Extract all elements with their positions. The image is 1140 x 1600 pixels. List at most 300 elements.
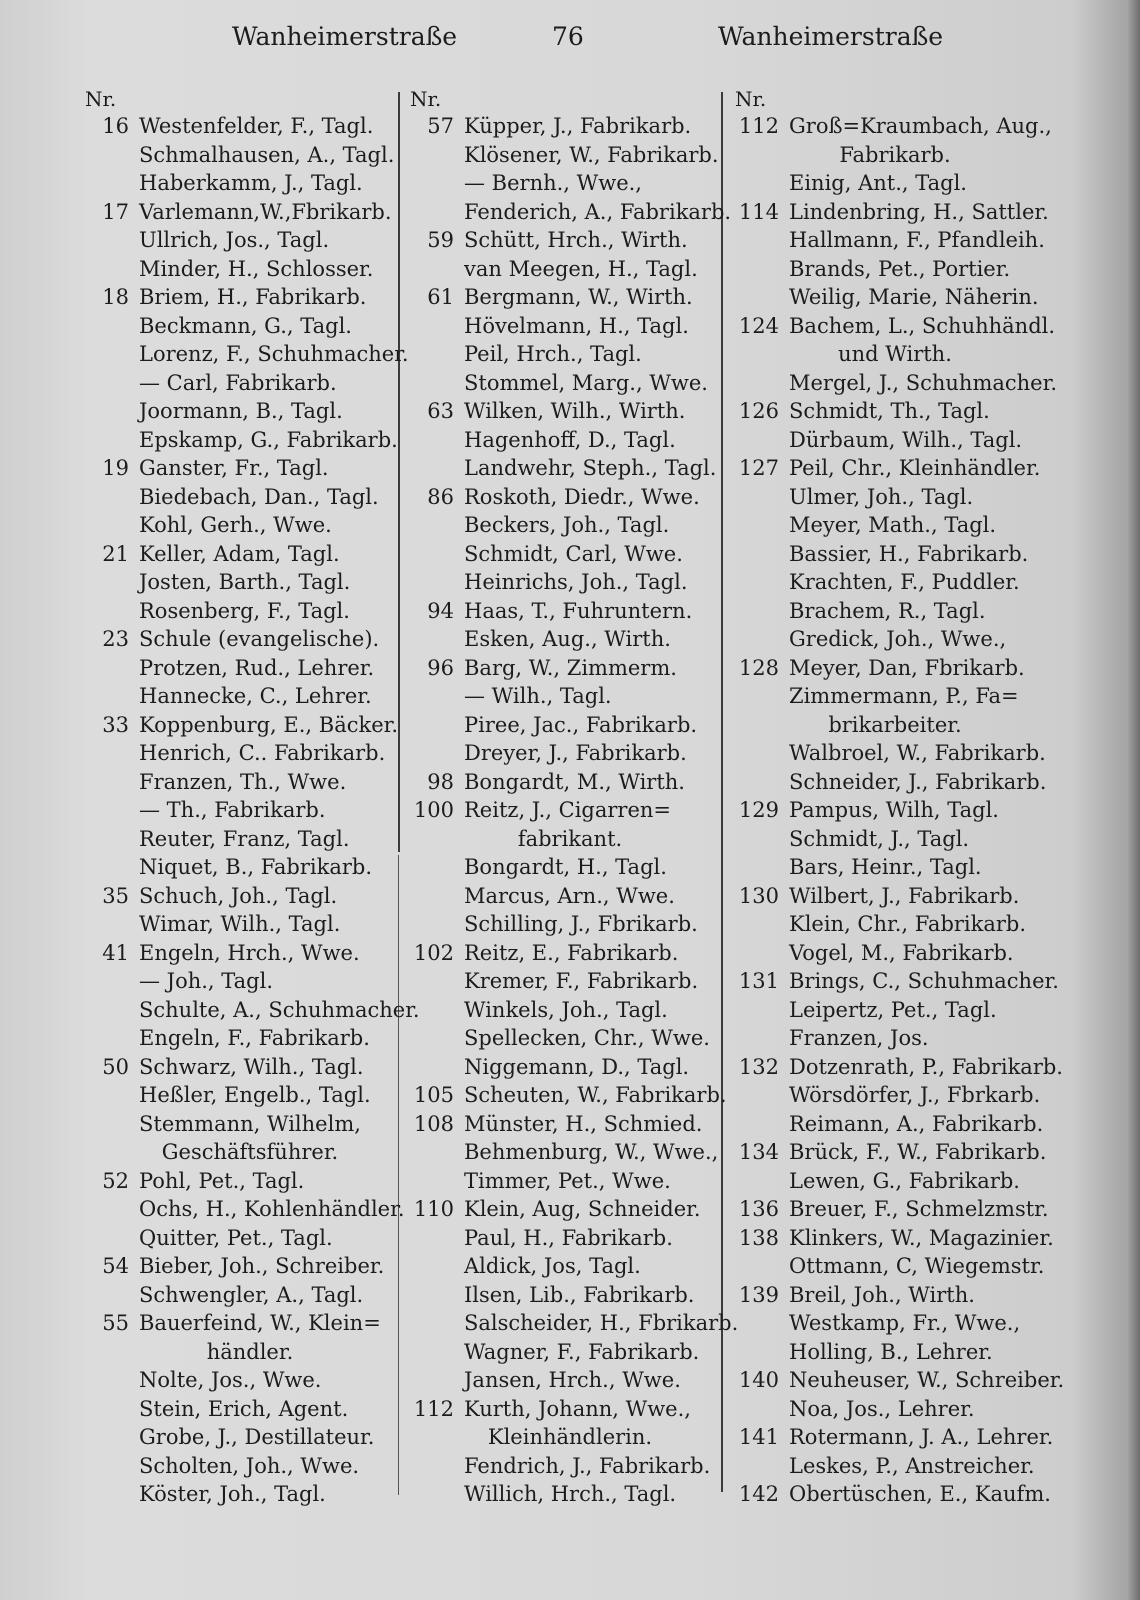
resident-entry: Schulte, A., Schuhmacher. bbox=[139, 997, 420, 1022]
resident-entry: Schilling, J., Fbrikarb. bbox=[464, 912, 698, 936]
directory-entry bbox=[410, 1053, 730, 1082]
house-number: 41 bbox=[102, 940, 129, 965]
resident-entry: van Meegen, H., Tagl. bbox=[464, 256, 698, 281]
resident-entry: Schmidt, Carl, Wwe. bbox=[464, 541, 683, 566]
resident-entry: Roskoth, Diedr., Wwe. bbox=[464, 484, 700, 509]
resident-entry: Paul, H., Fabrikarb. bbox=[464, 1225, 673, 1250]
directory-entry bbox=[85, 1309, 415, 1338]
directory-entry bbox=[410, 1252, 730, 1281]
resident-entry: Groß=Kraumbach, Aug., bbox=[789, 114, 1052, 138]
resident-entry: Epskamp, G., Fabrikarb. bbox=[139, 427, 398, 452]
house-number: 59 bbox=[427, 228, 454, 252]
directory-entry bbox=[735, 540, 1055, 569]
resident-entry: Neuheuser, W., Schreiber. bbox=[789, 1368, 1065, 1392]
resident-entry: Schneider, J., Fabrikarb. bbox=[789, 769, 1047, 794]
directory-entry bbox=[410, 1224, 730, 1253]
resident-entry: Wagner, F., Fabrikarb. bbox=[464, 1339, 700, 1364]
resident-entry: Kurth, Johann, Wwe., bbox=[464, 1396, 691, 1421]
directory-entry bbox=[85, 568, 415, 597]
directory-entry bbox=[85, 1366, 415, 1395]
house-number: 129 bbox=[738, 798, 779, 822]
house-number: 50 bbox=[102, 1054, 129, 1079]
directory-entry bbox=[735, 226, 1055, 255]
directory-entry bbox=[85, 682, 415, 711]
resident-entry: händler. bbox=[206, 1339, 294, 1364]
directory-entry bbox=[85, 255, 415, 284]
resident-entry: brikarbeiter. bbox=[828, 712, 962, 737]
house-number: 16 bbox=[102, 114, 129, 138]
directory-entry bbox=[85, 825, 415, 854]
house-number: 57 bbox=[427, 114, 454, 138]
house-number: 102 bbox=[413, 940, 454, 965]
house-number: 55 bbox=[102, 1311, 129, 1335]
directory-entry bbox=[410, 625, 730, 654]
directory-entry bbox=[410, 882, 730, 911]
house-number: 140 bbox=[738, 1368, 779, 1392]
resident-entry: Meyer, Math., Tagl. bbox=[789, 513, 997, 537]
house-number: 35 bbox=[102, 883, 129, 908]
nr-label: Nr. bbox=[410, 87, 442, 111]
directory-entry bbox=[410, 1452, 730, 1481]
house-number: 131 bbox=[738, 969, 779, 993]
directory-entry bbox=[735, 967, 1059, 996]
resident-entry: Henrich, C.. Fabrikarb. bbox=[139, 741, 386, 765]
directory-entry bbox=[85, 483, 415, 512]
directory-entry bbox=[735, 1281, 1055, 1310]
directory-entry bbox=[410, 141, 730, 170]
house-number: 96 bbox=[427, 655, 454, 680]
resident-entry: Brings, C., Schuhmacher. bbox=[789, 969, 1059, 993]
directory-entry bbox=[735, 483, 1055, 512]
house-number: 141 bbox=[738, 1425, 779, 1449]
resident-entry: Stemmann, Wilhelm, bbox=[139, 1111, 361, 1136]
directory-entry bbox=[410, 682, 730, 711]
resident-entry: Hallmann, F., Pfandleih. bbox=[789, 228, 1045, 252]
house-number: 114 bbox=[738, 199, 779, 224]
directory-entry bbox=[410, 825, 730, 854]
directory-entry bbox=[735, 169, 1055, 198]
resident-entry: Schmalhausen, A., Tagl. bbox=[139, 142, 395, 167]
directory-entry bbox=[410, 1338, 730, 1367]
directory-entry bbox=[735, 1110, 1055, 1139]
resident-entry: Reitz, J., Cigarren= bbox=[464, 798, 671, 822]
directory-entry bbox=[410, 910, 730, 939]
directory-entry bbox=[85, 910, 415, 939]
resident-entry: Schütt, Hrch., Wirth. bbox=[464, 228, 688, 252]
directory-entry bbox=[85, 1167, 415, 1196]
directory-entry bbox=[735, 1309, 1055, 1338]
directory-entry bbox=[735, 796, 1055, 825]
resident-entry: Minder, H., Schlosser. bbox=[139, 256, 374, 281]
directory-entry bbox=[85, 853, 415, 882]
resident-entry: Esken, Aug., Wirth. bbox=[464, 627, 671, 651]
house-number: 112 bbox=[413, 1396, 454, 1421]
resident-entry: Bars, Heinr., Tagl. bbox=[789, 855, 982, 879]
directory-entry bbox=[85, 340, 415, 369]
directory-entry bbox=[410, 255, 730, 284]
directory-entry bbox=[410, 597, 730, 626]
resident-entry: Breuer, F., Schmelzmstr. bbox=[789, 1197, 1049, 1221]
directory-entry bbox=[85, 1053, 415, 1082]
directory-entry bbox=[85, 1110, 415, 1139]
resident-entry: Schule (evangelische). bbox=[139, 627, 380, 651]
house-number: 132 bbox=[738, 1054, 779, 1079]
directory-entry bbox=[85, 1423, 415, 1452]
column-2 bbox=[410, 86, 739, 1509]
resident-entry: Hannecke, C., Lehrer. bbox=[139, 684, 372, 708]
resident-entry: Bongardt, H., Tagl. bbox=[464, 855, 667, 879]
resident-entry: Fenderich, A., Fabrikarb. bbox=[464, 199, 732, 224]
directory-entry bbox=[410, 511, 730, 540]
resident-entry: Leskes, P., Anstreicher. bbox=[789, 1453, 1035, 1478]
directory-entry bbox=[85, 312, 415, 341]
directory-entry bbox=[85, 1081, 415, 1110]
directory-entry bbox=[735, 1252, 1055, 1281]
resident-entry: Salscheider, H., Fbrikarb. bbox=[464, 1311, 739, 1335]
house-number: 127 bbox=[738, 456, 779, 480]
directory-entry bbox=[85, 169, 415, 198]
resident-entry: Franzen, Th., Wwe. bbox=[139, 769, 347, 794]
resident-entry: Scholten, Joh., Wwe. bbox=[139, 1453, 360, 1478]
directory-entry bbox=[85, 1252, 415, 1281]
directory-entry bbox=[735, 768, 1055, 797]
directory-entry bbox=[735, 882, 1055, 911]
resident-entry: Köster, Joh., Tagl. bbox=[139, 1482, 326, 1506]
directory-entry bbox=[85, 511, 415, 540]
directory-entry bbox=[735, 1195, 1055, 1224]
directory-entry bbox=[735, 597, 1055, 626]
house-number: 98 bbox=[427, 769, 454, 794]
resident-entry: Lewen, G., Fabrikarb. bbox=[789, 1168, 1020, 1193]
resident-entry: Münster, H., Schmied. bbox=[464, 1111, 703, 1136]
resident-entry: Obertüschen, E., Kaufm. bbox=[789, 1482, 1051, 1506]
directory-entry bbox=[735, 1053, 1063, 1082]
directory-entry bbox=[85, 141, 415, 170]
directory-entry bbox=[735, 625, 1055, 654]
resident-entry: Breil, Joh., Wirth. bbox=[789, 1282, 975, 1307]
house-number: 21 bbox=[102, 541, 129, 566]
column-1 bbox=[85, 86, 420, 1509]
directory-entry bbox=[85, 882, 415, 911]
resident-entry: Ottmann, C, Wiegemstr. bbox=[789, 1254, 1045, 1278]
resident-entry: Reuter, Franz, Tagl. bbox=[139, 826, 350, 851]
directory-entry bbox=[85, 1338, 415, 1367]
directory-entry bbox=[735, 426, 1055, 455]
directory-entry bbox=[410, 1167, 730, 1196]
directory-entry bbox=[85, 1452, 415, 1481]
directory-entry bbox=[85, 198, 415, 227]
house-number: 139 bbox=[738, 1282, 779, 1307]
resident-entry: Bassier, H., Fabrikarb. bbox=[789, 541, 1029, 566]
resident-entry: Ganster, Fr., Tagl. bbox=[139, 456, 329, 480]
resident-entry: Kohl, Gerh., Wwe. bbox=[139, 513, 332, 537]
house-number: 126 bbox=[738, 399, 779, 423]
resident-entry: Klinkers, W., Magazinier. bbox=[789, 1225, 1054, 1250]
resident-entry: Scheuten, W., Fabrikarb. bbox=[464, 1083, 727, 1107]
resident-entry: — Joh., Tagl. bbox=[139, 969, 274, 993]
directory-entry bbox=[410, 739, 730, 768]
resident-entry: Rotermann, J. A., Lehrer. bbox=[789, 1425, 1054, 1449]
nr-label: Nr. bbox=[735, 87, 767, 111]
running-head-right: Wanheimerstraße bbox=[718, 22, 944, 51]
resident-entry: Heßler, Engelb., Tagl. bbox=[139, 1083, 371, 1107]
resident-entry: Fendrich, J., Fabrikarb. bbox=[464, 1453, 711, 1478]
resident-entry: Hövelmann, H., Tagl. bbox=[464, 313, 689, 338]
directory-entry bbox=[85, 112, 415, 141]
house-number: 33 bbox=[102, 712, 129, 737]
resident-entry: Wimar, Wilh., Tagl. bbox=[139, 912, 341, 936]
resident-entry: Wörsdörfer, J., Fbrkarb. bbox=[789, 1083, 1041, 1107]
resident-entry: Einig, Ant., Tagl. bbox=[789, 171, 967, 195]
directory-entry bbox=[410, 483, 730, 512]
house-number: 63 bbox=[427, 399, 454, 423]
directory-entry bbox=[85, 967, 415, 996]
directory-entry bbox=[85, 426, 415, 455]
house-number: 110 bbox=[413, 1197, 454, 1221]
resident-entry: Behmenburg, W., Wwe., bbox=[464, 1140, 719, 1164]
house-number: 130 bbox=[738, 883, 779, 908]
resident-entry: Küpper, J., Fabrikarb. bbox=[464, 114, 692, 138]
house-number: 124 bbox=[738, 313, 779, 338]
directory-entry bbox=[410, 1195, 730, 1224]
directory-entry bbox=[410, 1423, 730, 1452]
directory-entry bbox=[85, 1138, 415, 1167]
directory-entry bbox=[410, 796, 730, 825]
nr-label: Nr. bbox=[85, 87, 117, 111]
directory-entry bbox=[735, 1423, 1055, 1452]
directory-entry bbox=[735, 682, 1055, 711]
directory-entry bbox=[735, 996, 1055, 1025]
resident-entry: Niquet, B., Fabrikarb. bbox=[139, 855, 372, 879]
resident-entry: Haas, T., Fuhruntern. bbox=[464, 598, 693, 623]
resident-entry: Koppenburg, E., Bäcker. bbox=[139, 712, 399, 737]
directory-entry bbox=[410, 369, 730, 398]
directory-entry bbox=[85, 226, 415, 255]
directory-entry bbox=[735, 1167, 1055, 1196]
resident-entry: Reimann, A., Fabrikarb. bbox=[789, 1111, 1044, 1136]
house-number: 105 bbox=[413, 1083, 454, 1107]
resident-entry: Dreyer, J., Fabrikarb. bbox=[464, 741, 687, 765]
resident-entry: — Carl, Fabrikarb. bbox=[139, 370, 337, 395]
column-3 bbox=[735, 86, 1065, 1509]
resident-entry: Brachem, R., Tagl. bbox=[789, 598, 986, 623]
directory-entry bbox=[735, 112, 1055, 141]
directory-entry bbox=[735, 369, 1055, 398]
resident-entry: Joormann, B., Tagl. bbox=[139, 399, 343, 423]
resident-entry: Wilbert, J., Fabrikarb. bbox=[789, 883, 1020, 908]
directory-entry bbox=[410, 568, 730, 597]
directory-entry bbox=[735, 1138, 1055, 1167]
directory-entry bbox=[735, 825, 1055, 854]
directory-entry bbox=[735, 654, 1055, 683]
resident-entry: Klein, Chr., Fabrikarb. bbox=[789, 912, 1027, 936]
resident-entry: Kremer, F., Fabrikarb. bbox=[464, 969, 699, 993]
resident-entry: Briem, H., Fabrikarb. bbox=[139, 285, 367, 309]
resident-entry: Franzen, Jos. bbox=[789, 1026, 929, 1050]
resident-entry: Peil, Chr., Kleinhändler. bbox=[789, 456, 1041, 480]
directory-entry bbox=[735, 198, 1055, 227]
directory-entry bbox=[735, 1395, 1055, 1424]
resident-entry: Lorenz, F., Schuhmacher. bbox=[139, 342, 409, 366]
directory-entry bbox=[85, 369, 415, 398]
resident-entry: Varlemann,W.,Fbrikarb. bbox=[139, 199, 392, 224]
directory-entry bbox=[735, 910, 1055, 939]
resident-entry: Schmidt, Th., Tagl. bbox=[789, 399, 990, 423]
running-head-left: Wanheimerstraße bbox=[232, 22, 458, 51]
page-edge bbox=[1126, 0, 1140, 1600]
house-number: 17 bbox=[102, 199, 129, 224]
directory-entry bbox=[85, 597, 415, 626]
directory-entry bbox=[85, 454, 415, 483]
directory-entry bbox=[735, 1366, 1065, 1395]
page-number: 76 bbox=[552, 22, 584, 51]
directory-entry bbox=[410, 112, 730, 141]
directory-entry bbox=[85, 1480, 415, 1509]
directory-entry bbox=[85, 939, 415, 968]
directory-entry bbox=[85, 768, 415, 797]
directory-entry bbox=[410, 1281, 730, 1310]
directory-entry bbox=[85, 540, 415, 569]
resident-entry: Brands, Pet., Portier. bbox=[789, 256, 1011, 281]
entry-list bbox=[735, 112, 1065, 1509]
directory-entry bbox=[410, 312, 730, 341]
resident-entry: fabrikant. bbox=[517, 826, 623, 851]
directory-entry bbox=[735, 568, 1055, 597]
resident-entry: Meyer, Dan, Fbrikarb. bbox=[789, 655, 1025, 680]
directory-entry bbox=[735, 939, 1055, 968]
house-number: 19 bbox=[102, 456, 129, 480]
directory-entry bbox=[410, 226, 730, 255]
resident-entry: Engeln, F., Fabrikarb. bbox=[139, 1026, 370, 1050]
resident-entry: Walbroel, W., Fabrikarb. bbox=[789, 741, 1046, 765]
resident-entry: Keller, Adam, Tagl. bbox=[139, 541, 340, 566]
resident-entry: Stommel, Marg., Wwe. bbox=[464, 370, 708, 395]
directory-entry bbox=[735, 1338, 1055, 1367]
resident-entry: Haberkamm, J., Tagl. bbox=[139, 171, 363, 195]
resident-entry: Reitz, E., Fabrikarb. bbox=[464, 940, 679, 965]
resident-entry: Zimmermann, P., Fa= bbox=[789, 684, 1019, 708]
resident-entry: Engeln, Hrch., Wwe. bbox=[139, 940, 360, 965]
directory-entry bbox=[410, 1081, 730, 1110]
directory-entry bbox=[735, 1024, 1055, 1053]
directory-entry bbox=[410, 340, 730, 369]
resident-entry: Bauerfeind, W., Klein= bbox=[139, 1311, 381, 1335]
directory-entry bbox=[410, 169, 730, 198]
directory-entry bbox=[410, 1110, 730, 1139]
directory-entry bbox=[410, 426, 730, 455]
directory-entry bbox=[410, 1024, 730, 1053]
directory-entry bbox=[735, 141, 1055, 170]
directory-entry bbox=[85, 397, 415, 426]
resident-entry: Niggemann, D., Tagl. bbox=[464, 1054, 690, 1079]
house-number: 52 bbox=[102, 1168, 129, 1193]
house-number: 142 bbox=[738, 1482, 779, 1506]
directory-entry bbox=[735, 1081, 1055, 1110]
directory-entry bbox=[85, 1281, 415, 1310]
resident-entry: Westenfelder, F., Tagl. bbox=[139, 114, 374, 138]
resident-entry: Ullrich, Jos., Tagl. bbox=[139, 228, 330, 252]
directory-entry bbox=[735, 739, 1055, 768]
directory-entry bbox=[735, 397, 1055, 426]
resident-entry: Josten, Barth., Tagl. bbox=[139, 570, 351, 594]
house-number: 94 bbox=[427, 598, 454, 623]
directory-entry bbox=[85, 996, 420, 1025]
directory-entry bbox=[85, 1024, 415, 1053]
directory-entry bbox=[410, 1366, 730, 1395]
resident-entry: Ulmer, Joh., Tagl. bbox=[789, 484, 974, 509]
resident-entry: Vogel, M., Fabrikarb. bbox=[789, 940, 1014, 965]
resident-entry: Nolte, Jos., Wwe. bbox=[139, 1368, 322, 1392]
house-number: 23 bbox=[102, 627, 129, 651]
resident-entry: Biedebach, Dan., Tagl. bbox=[139, 484, 379, 509]
directory-entry bbox=[85, 739, 415, 768]
house-number: 100 bbox=[413, 798, 454, 822]
resident-entry: Willich, Hrch., Tagl. bbox=[464, 1482, 677, 1506]
resident-entry: Bieber, Joh., Schreiber. bbox=[139, 1254, 385, 1278]
resident-entry: Marcus, Arn., Wwe. bbox=[464, 883, 675, 908]
directory-entry bbox=[410, 540, 730, 569]
house-number: 134 bbox=[738, 1140, 779, 1164]
resident-entry: Klösener, W., Fabrikarb. bbox=[464, 142, 719, 167]
directory-entry bbox=[735, 511, 1055, 540]
resident-entry: Ilsen, Lib., Fabrikarb. bbox=[464, 1282, 695, 1307]
directory-entry bbox=[735, 283, 1055, 312]
resident-entry: Schuch, Joh., Tagl. bbox=[139, 883, 338, 908]
resident-entry: Bachem, L., Schuhhändl. bbox=[789, 313, 1056, 338]
house-number: 54 bbox=[102, 1254, 129, 1278]
directory-entry bbox=[735, 1480, 1055, 1509]
resident-entry: Pampus, Wilh, Tagl. bbox=[789, 798, 999, 822]
directory-entry bbox=[85, 711, 415, 740]
directory-entry bbox=[410, 198, 730, 227]
resident-entry: Piree, Jac., Fabrikarb. bbox=[464, 712, 698, 737]
resident-entry: Dürbaum, Wilh., Tagl. bbox=[789, 427, 1023, 452]
resident-entry: Krachten, F., Puddler. bbox=[789, 570, 1020, 594]
directory-entry bbox=[410, 853, 730, 882]
resident-entry: Leipertz, Pet., Tagl. bbox=[789, 997, 997, 1022]
resident-entry: Timmer, Pet., Wwe. bbox=[464, 1168, 671, 1193]
directory-entry bbox=[735, 454, 1055, 483]
house-number: 61 bbox=[427, 285, 454, 309]
directory-entry bbox=[410, 1480, 730, 1509]
resident-entry: Aldick, Jos, Tagl. bbox=[464, 1254, 641, 1278]
resident-entry: Rosenberg, F., Tagl. bbox=[139, 598, 350, 623]
resident-entry: Peil, Hrch., Tagl. bbox=[464, 342, 642, 366]
resident-entry: Pohl, Pet., Tagl. bbox=[139, 1168, 305, 1193]
directory-entry bbox=[410, 711, 730, 740]
directory-entry bbox=[85, 654, 415, 683]
resident-entry: Geschäftsführer. bbox=[161, 1140, 339, 1164]
resident-entry: Holling, B., Lehrer. bbox=[789, 1339, 993, 1364]
resident-entry: Wilken, Wilh., Wirth. bbox=[464, 399, 686, 423]
directory-entry bbox=[85, 1195, 415, 1224]
resident-entry: Bergmann, W., Wirth. bbox=[464, 285, 693, 309]
resident-entry: Fabrikarb. bbox=[839, 142, 951, 167]
resident-entry: Dotzenrath, P., Fabrikarb. bbox=[789, 1054, 1063, 1079]
resident-entry: Jansen, Hrch., Wwe. bbox=[464, 1368, 681, 1392]
directory-entry bbox=[410, 996, 730, 1025]
resident-entry: Grobe, J., Destillateur. bbox=[139, 1425, 375, 1449]
directory-entry bbox=[410, 1309, 739, 1338]
resident-entry: Landwehr, Steph., Tagl. bbox=[464, 456, 717, 480]
resident-entry: Schmidt, J., Tagl. bbox=[789, 826, 970, 851]
resident-entry: — Bernh., Wwe., bbox=[464, 171, 642, 195]
resident-entry: Bongardt, M., Wirth. bbox=[464, 769, 685, 794]
house-number: 18 bbox=[102, 285, 129, 309]
resident-entry: Protzen, Rud., Lehrer. bbox=[139, 655, 375, 680]
directory-entry bbox=[735, 312, 1055, 341]
directory-entry bbox=[735, 1224, 1055, 1253]
